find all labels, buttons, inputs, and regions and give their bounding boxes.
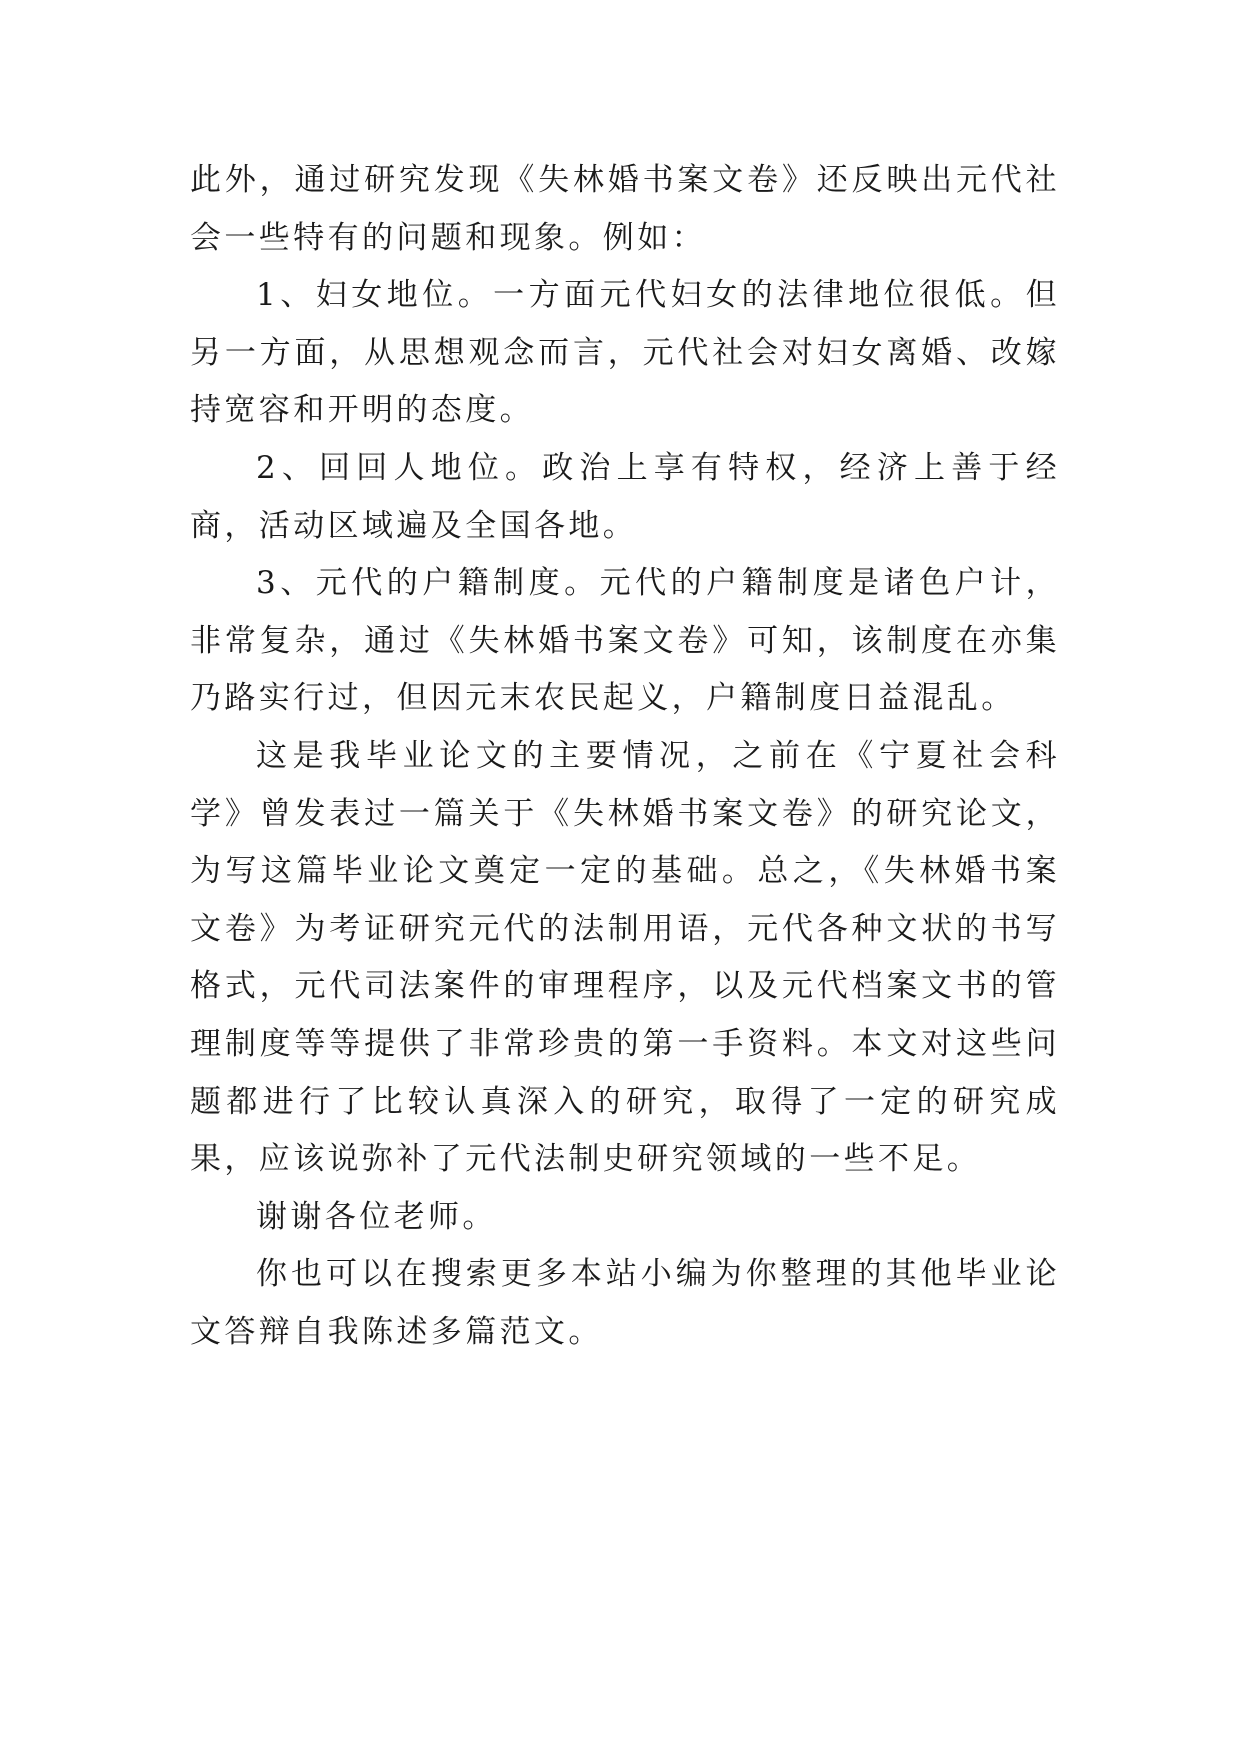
paragraph-thesis-summary: 这是我毕业论文的主要情况，之前在《宁夏社会科学》曾发表过一篇关于《失林婚书案文卷》的研究论文，为写这篇毕业论文奠定一定的基础。总之，《失林婚书案文卷》为考证研究元代的法制用语，元代各种文状的书写格式，元代司法案件的审理程序，以及元代档案文书的管理制度等等提供了非常珍贵的第一手资料。本文对这些问题都进行了比较认真深入的研究，取得了一定的研究成果，应该说弥补了元代法制史研究领域的一些不足。 [190,737,1060,1178]
document-body [190,152,1060,1361]
paragraph-huihui-status: 2、回回人地位。政治上享有特权，经济上善于经商，活动区域遍及全国各地。 [190,449,1060,544]
paragraph-intro: 此外，通过研究发现《失林婚书案文卷》还反映出元代社会一些特有的问题和现象。例如： [190,162,1060,256]
paragraph-household-system: 3、元代的户籍制度。元代的户籍制度是诸色户计，非常复杂，通过《失林婚书案文卷》可知，该制度在亦集乃路实行过，但因元末农民起义，户籍制度日益混乱。 [190,565,1060,717]
paragraph-more-samples: 你也可以在搜索更多本站小编为你整理的其他毕业论文答辩自我陈述多篇范文。 [190,1256,1060,1350]
paragraph-women-status: 1、妇女地位。一方面元代妇女的法律地位很低。但另一方面，从思想观念而言，元代社会对妇女离婚、改嫁持宽容和开明的态度。 [190,277,1060,429]
paragraph-thanks: 谢谢各位老师。 [256,1198,497,1235]
